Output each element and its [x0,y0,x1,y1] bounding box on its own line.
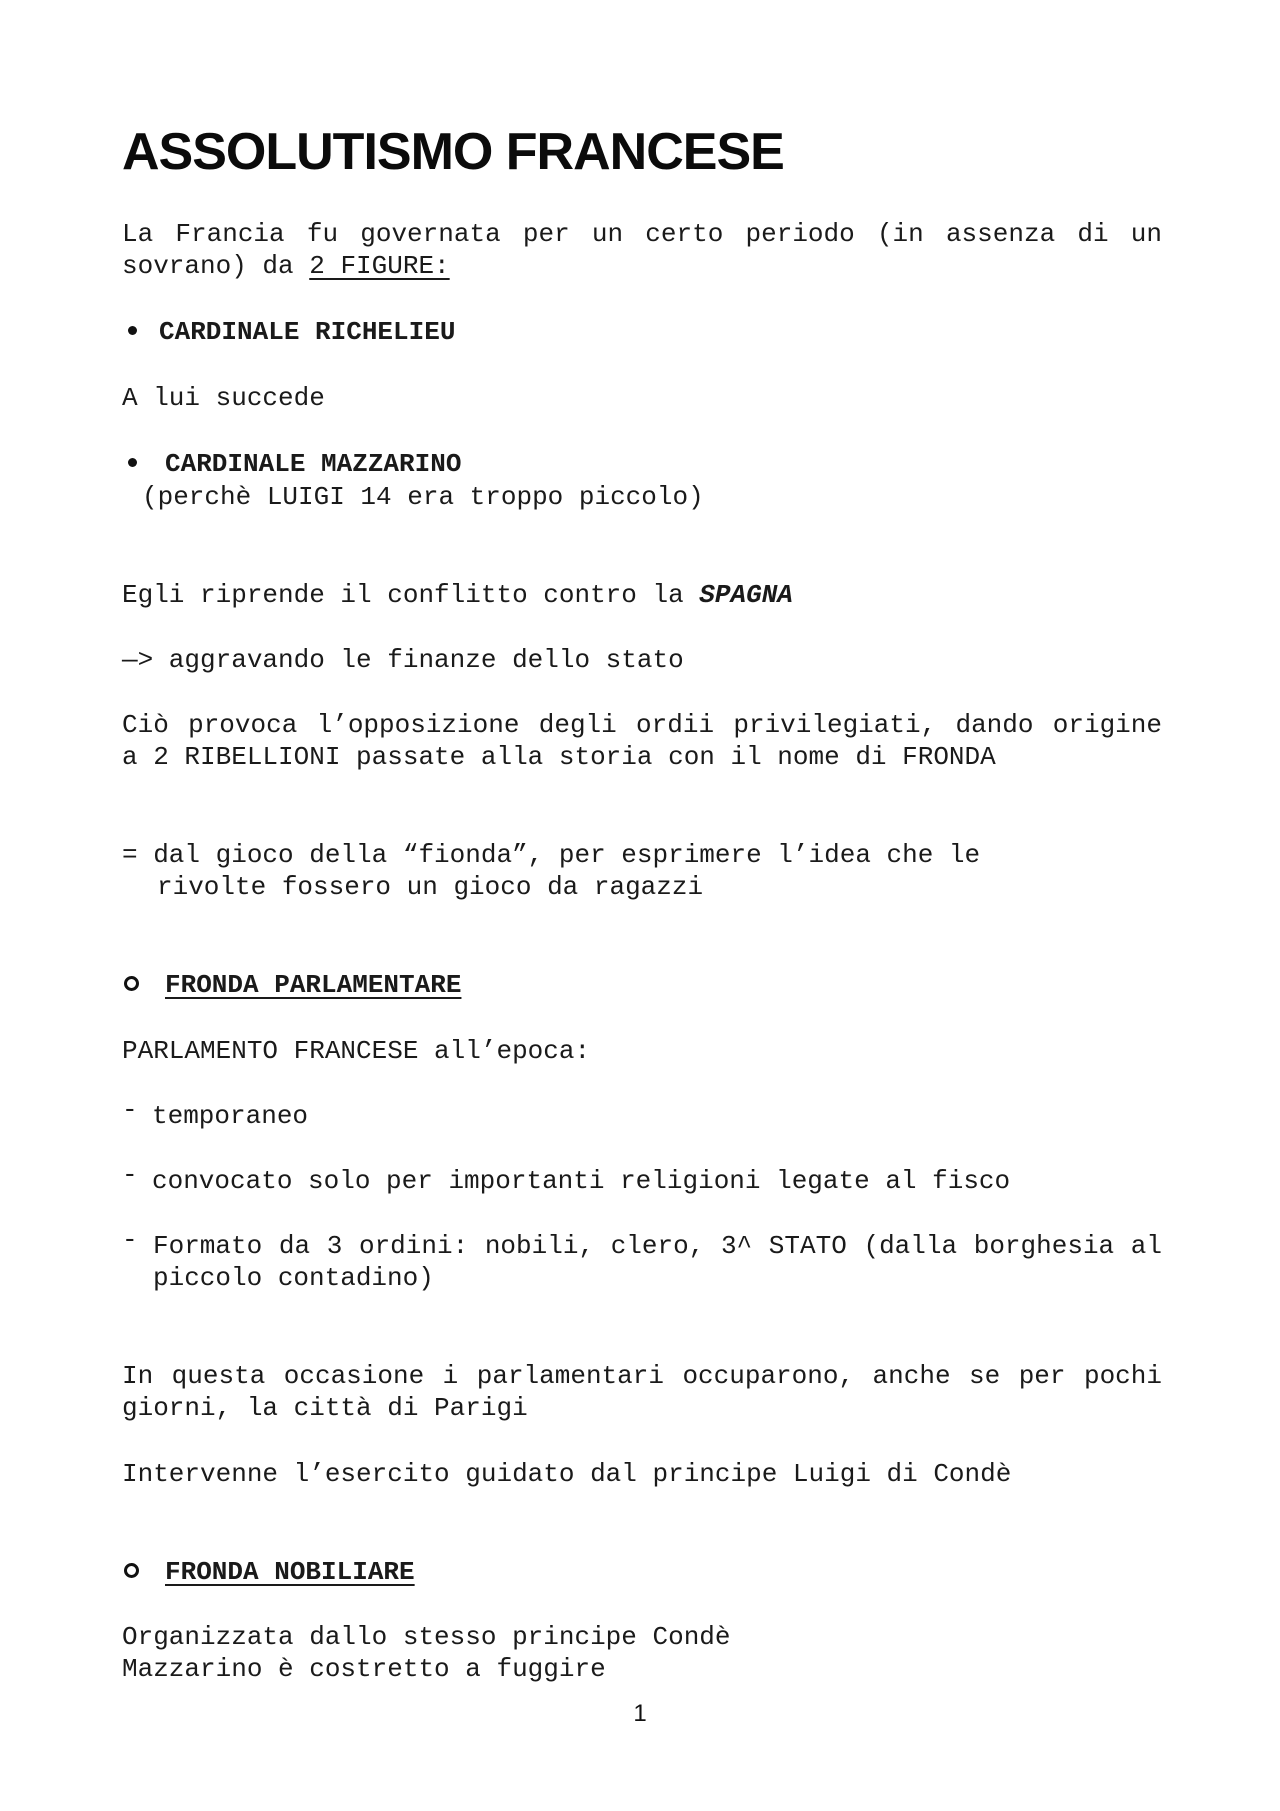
finanze-line: —> aggravando le finanze dello stato [122,645,684,675]
bullet-dot-icon [128,458,137,467]
section-heading-parlamentare-label: FRONDA PARLAMENTARE [165,970,462,1000]
bullet-mazzarino [122,448,1162,480]
nobiliare-line-2: Mazzarino è costretto a fuggire [122,1654,606,1684]
intro-underlined: 2 FIGURE: [309,251,450,281]
list-item [122,1095,1162,1132]
succede-line: A lui succede [122,383,325,413]
list-item-text: Formato da 3 ordini: nobili, clero, 3^ STATO (dalla borghesia al piccolo contadino) [153,1231,1162,1293]
esercito-line: Intervenne l’esercito guidato dal principe Luigi di Condè [122,1459,1012,1489]
bullet-dot-icon [128,326,137,335]
fionda-line-1: = dal gioco della “fionda”, per esprimere l’idea che le [122,840,981,870]
circle-bullet-icon [124,976,139,991]
fionda-line-2: rivolte fossero un gioco da ragazzi [157,872,704,902]
bullet-richelieu-label: CARDINALE RICHELIEU [159,317,456,347]
bullet-mazzarino-label: CARDINALE MAZZARINO [165,449,462,479]
parlamento-intro: PARLAMENTO FRANCESE all’epoca: [122,1036,591,1066]
intro-text: La Francia fu governata per un certo periodo (in assenza di un sovrano) da [122,219,1162,281]
nobiliare-line-1: Organizzata dallo stesso principe Condè [122,1622,731,1652]
list-item [122,1225,1162,1294]
section-heading-nobiliare-label: FRONDA NOBILIARE [165,1557,415,1587]
conflict-text: Egli riprende il conflitto contro la [122,580,700,610]
intro-paragraph [122,218,1162,282]
dash-icon: - [122,1225,138,1255]
section-heading-parlamentare [122,969,1162,1001]
page-title: ASSOLUTISMO FRANCESE [122,123,784,181]
dash-icon: - [122,1160,138,1190]
list-item [122,1160,1162,1197]
circle-bullet-icon [124,1563,139,1578]
page-number: 1 [633,1700,647,1727]
bullet-richelieu [122,316,1162,348]
opposizione-paragraph: Ciò provoca l’opposizione degli ordii privilegiati, dando origine a 2 RIBELLIONI passate alla storia con il nome di FRONDA [122,710,1162,772]
section-heading-nobiliare [122,1556,1162,1588]
parlamentari-paragraph: In questa occasione i parlamentari occuparono, anche se per pochi giorni, la città di Parigi [122,1361,1162,1423]
list-item-text: temporaneo [152,1101,309,1131]
list-item-text: convocato solo per importanti religioni legate al fisco [152,1166,1011,1196]
mazzarino-note: (perchè LUIGI 14 era troppo piccolo) [142,482,704,512]
conflict-line [122,579,1162,611]
conflict-emphasis: SPAGNA [699,580,793,610]
dash-icon: - [122,1095,138,1125]
